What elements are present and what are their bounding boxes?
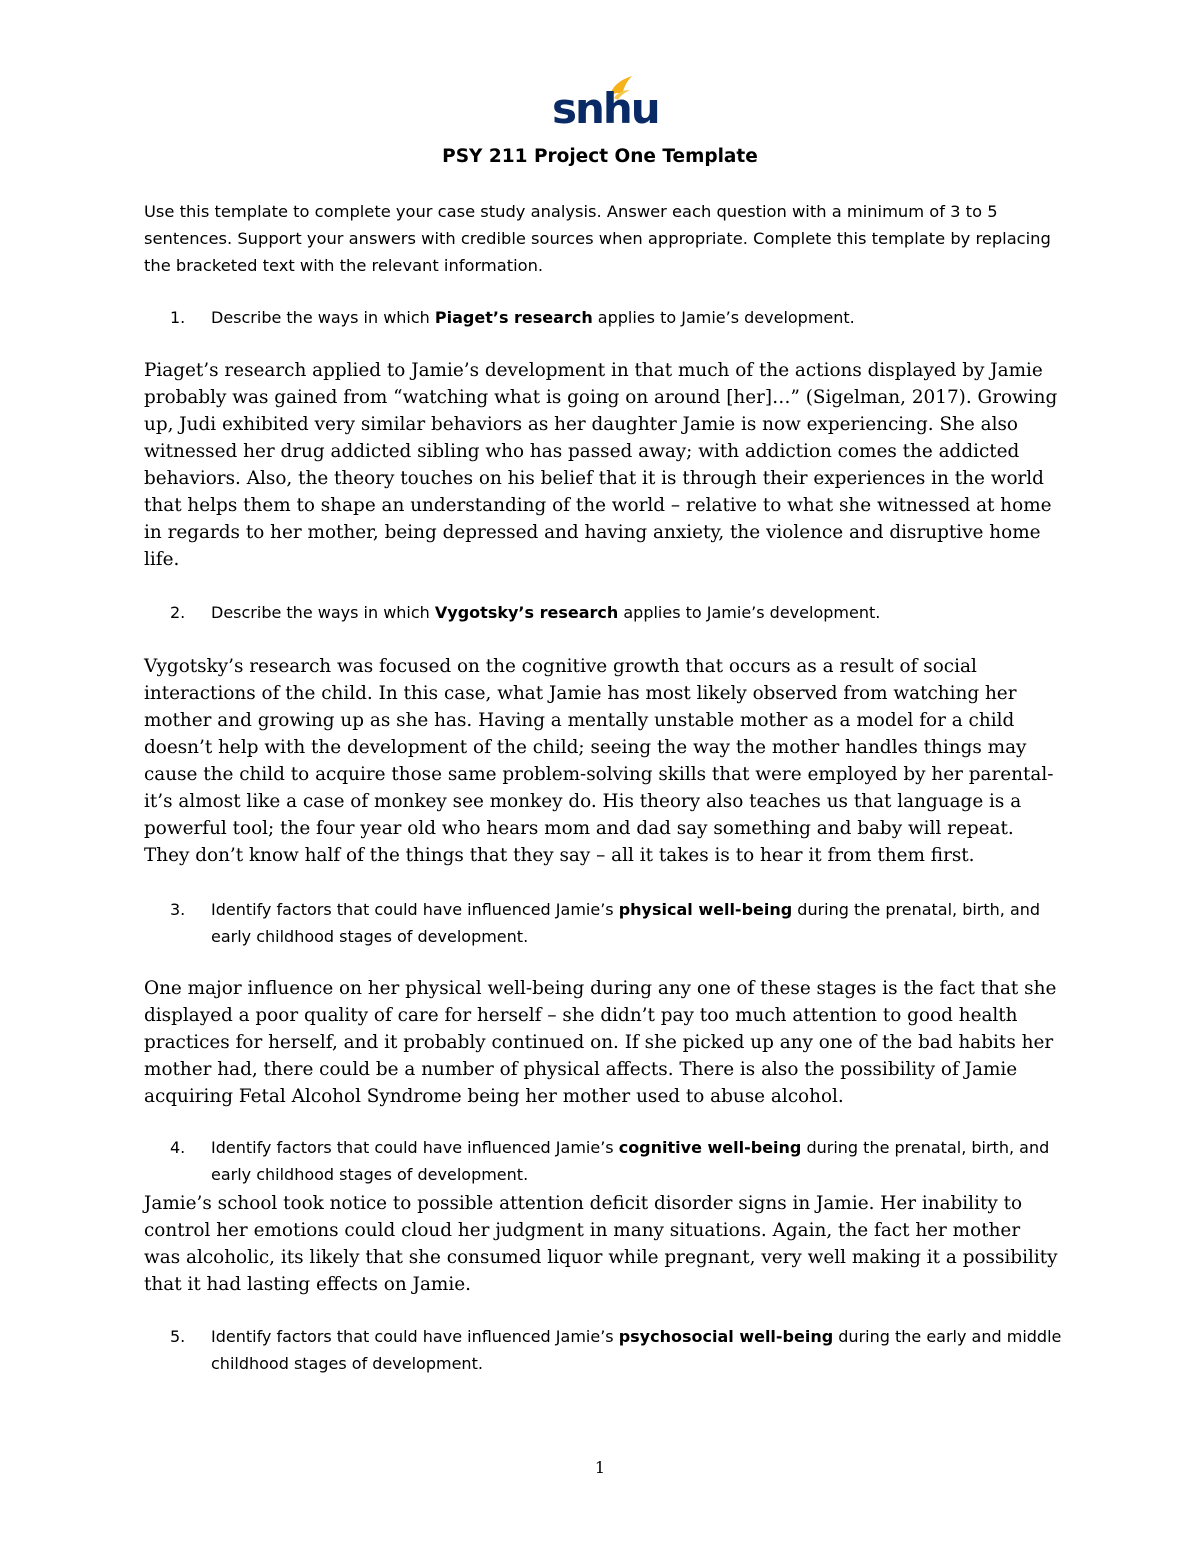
- answer-text: Piaget’s research applied to Jamie’s development in that much of the actions displayed by Jamie probably was gained from “watching what is going on around [her]…” (Sigelman, 2017). Growing up, Judi exhibited very similar behaviors as her daughter Jamie is now experiencing. She also witnessed her drug addicted sibling who has passed away; with addiction comes the addicted behaviors. Also, the theory touches on his belief that it is through their experiences in the world that helps them to shape an understanding of the world – relative to what she witnessed at home in regards to her mother, being depressed and having anxiety, the violence and disruptive home life.: [144, 360, 1058, 570]
- question-2: [170, 599, 1070, 626]
- question-text: Describe the ways in which Vygotsky’s research applies to Jamie’s development.: [211, 603, 881, 622]
- answer-text: Jamie’s school took notice to possible attention deficit disorder signs in Jamie. Her inability to control her emotions could cloud her judgment in many situations. Again, the fact her mother was alcoholic, its likely that she consumed liquor while pregnant, very well making it a possibility that it had lasting effects on Jamie.: [144, 1193, 1058, 1295]
- snhu-logo: [552, 72, 659, 133]
- question-number: 2.: [170, 603, 186, 622]
- question-key-term: Vygotsky’s research: [434, 603, 619, 622]
- question-text: Identify factors that could have influenced Jamie’s physical well-being during the prenatal, birth, and early childhood stages of development.: [211, 900, 1041, 946]
- answer-4: [144, 1190, 1060, 1298]
- page-number: 1: [594, 1458, 606, 1477]
- instructions: [144, 198, 1064, 279]
- question-text: Identify factors that could have influenced Jamie’s psychosocial well-being during the early and middle childhood stages of development.: [211, 1327, 1062, 1373]
- question-number: 4.: [170, 1138, 186, 1157]
- question-4: [170, 1134, 1070, 1188]
- question-1: [170, 304, 1070, 331]
- instructions-text: Use this template to complete your case study analysis. Answer each question with a minimum of 3 to 5 sentences. Support your answers with credible sources when appropriate. Complete this template by replacing the bracketed text with the relevant information.: [144, 202, 1051, 275]
- question-5: [170, 1323, 1070, 1377]
- question-key-term: Piaget’s research: [434, 308, 593, 327]
- question-key-term: cognitive well-being: [618, 1138, 802, 1157]
- question-text: Describe the ways in which Piaget’s research applies to Jamie’s development.: [211, 308, 855, 327]
- answer-2: [144, 653, 1060, 869]
- question-number: 1.: [170, 308, 186, 327]
- logo-text: snhu: [552, 84, 659, 133]
- question-text: Identify factors that could have influenced Jamie’s cognitive well-being during the prenatal, birth, and early childhood stages of development.: [211, 1138, 1050, 1184]
- question-number: 5.: [170, 1327, 186, 1346]
- answer-text: Vygotsky’s research was focused on the cognitive growth that occurs as a result of social interactions of the child. In this case, what Jamie has most likely observed from watching her mother and growing up as she has. Having a mentally unstable mother as a model for a child doesn’t help with the development of the child; seeing the way the mother handles things may cause the child to acquire those same problem-solving skills that were employed by her parental- it’s almost like a case of monkey see monkey do. His theory also teaches us that language is a powerful tool; the four year old who hears mom and dad say something and baby will repeat. They don’t know half of the things that they say – all it takes is to hear it from them first.: [144, 656, 1054, 866]
- page-title: PSY 211 Project One Template: [442, 146, 758, 167]
- question-number: 3.: [170, 900, 186, 919]
- answer-text: One major influence on her physical well-being during any one of these stages is the fact that she displayed a poor quality of care for herself – she didn’t pay too much attention to good health practices for herself, and it probably continued on. If she picked up any one of the bad habits her mother had, there could be a number of physical affects. There is also the possibility of Jamie acquiring Fetal Alcohol Syndrome being her mother used to abuse alcohol.: [144, 978, 1057, 1107]
- question-3: [170, 896, 1070, 950]
- answer-1: [144, 357, 1060, 573]
- answer-3: [144, 975, 1060, 1110]
- question-key-term: psychosocial well-being: [618, 1327, 834, 1346]
- question-key-term: physical well-being: [618, 900, 793, 919]
